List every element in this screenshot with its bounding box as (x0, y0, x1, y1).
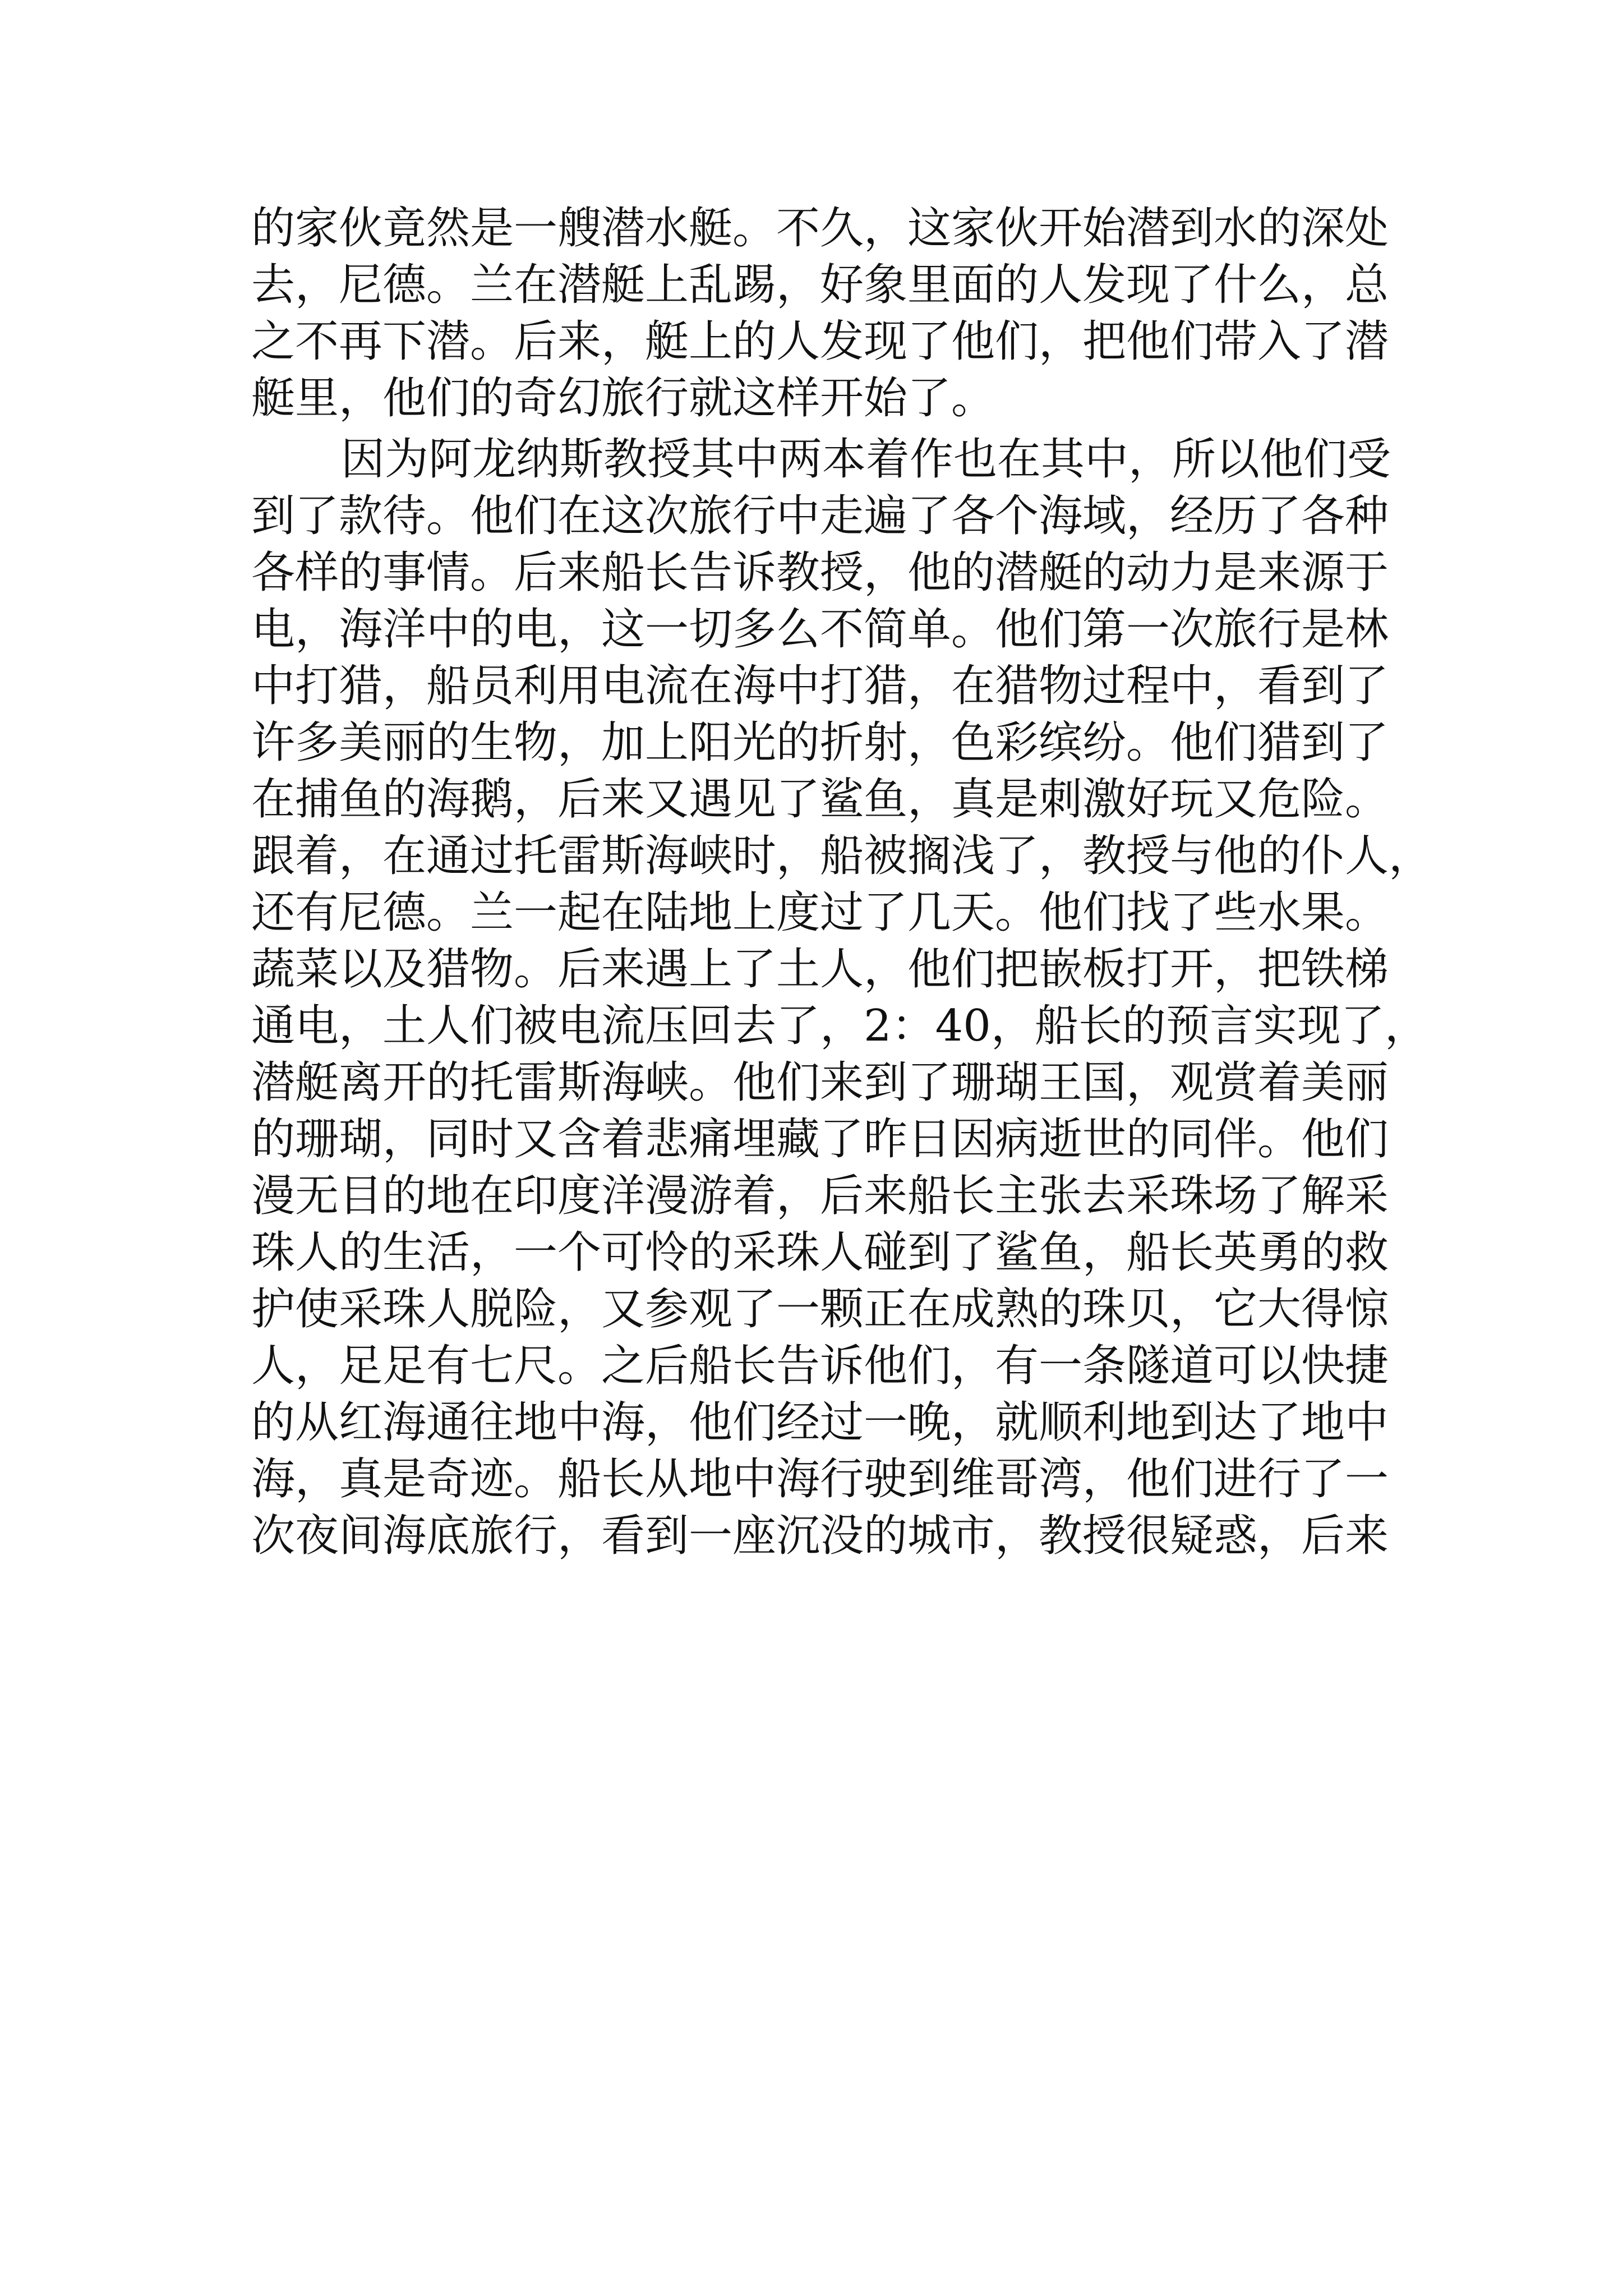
text-line: 去，尼德。兰在潜艇上乱踢，好象里面的人发现了什么，总 (251, 260, 1389, 310)
text-line: 因为阿龙纳斯教授其中两本着作也在其中，所以他们受 (341, 434, 1391, 485)
text-line: 潜艇离开的托雷斯海峡。他们来到了珊瑚王国，观赏着美丽 (251, 1057, 1389, 1108)
text-line: 电，海洋中的电，这一切多么不简单。他们第一次旅行是林 (251, 604, 1389, 655)
text-line: 漫无目的地在印度洋漫游着，后来船长主张去采珠场了解采 (251, 1171, 1389, 1221)
text-line: 艇里，他们的奇幻旅行就这样开始了。 (251, 373, 995, 424)
text-line: 的家伙竟然是一艘潜水艇。不久，这家伙开始潜到水的深处 (251, 203, 1389, 254)
text-line: 中打猎，船员利用电流在海中打猎，在猎物过程中，看到了 (251, 661, 1389, 711)
text-line: 之不再下潜。后来，艇上的人发现了他们，把他们带入了潜 (251, 316, 1389, 367)
text-line: 人，足足有七尺。之后船长告诉他们，有一条隧道可以快捷 (251, 1341, 1389, 1391)
text-line: 跟着，在通过托雷斯海峡时，船被搁浅了，教授与他的仆人， (251, 831, 1433, 881)
text-line: 许多美丽的生物，加上阳光的折射，色彩缤纷。他们猎到了 (251, 717, 1389, 768)
paragraph-spacer (251, 427, 1373, 431)
paragraph-2 (251, 431, 1433, 1565)
text-line: 的珊瑚，同时又含着悲痛埋藏了昨日因病逝世的同伴。他们 (251, 1114, 1389, 1165)
paragraph-1 (251, 200, 1389, 427)
text-line: 珠人的生活，一个可怜的采珠人碰到了鲨鱼，船长英勇的救 (251, 1227, 1389, 1278)
text-line: 还有尼德。兰一起在陆地上度过了几天。他们找了些水果。 (251, 887, 1389, 938)
text-line: 蔬菜以及猎物。后来遇上了土人，他们把嵌板打开，把铁梯 (251, 944, 1389, 995)
text-line: 各样的事情。后来船长告诉教授，他的潜艇的动力是来源于 (251, 547, 1389, 598)
text-line: 到了款待。他们在这次旅行中走遍了各个海域，经历了各种 (251, 491, 1389, 541)
body-text (251, 200, 1433, 1565)
text-line: 通电，土人们被电流压回去了，2：40，船长的预言实现了， (251, 1001, 1428, 1051)
text-line: 海，真是奇迹。船长从地中海行驶到维哥湾，他们进行了一 (251, 1454, 1389, 1504)
text-line: 在捕鱼的海鹅，后来又遇见了鲨鱼，真是刺激好玩又危险。 (251, 774, 1389, 825)
text-line: 护使采珠人脱险，又参观了一颗正在成熟的珠贝，它大得惊 (251, 1284, 1389, 1335)
text-line: 的从红海通往地中海，他们经过一晚，就顺利地到达了地中 (251, 1397, 1389, 1448)
text-line: 次夜间海底旅行，看到一座沉没的城市，教授很疑惑，后来 (251, 1511, 1389, 1561)
